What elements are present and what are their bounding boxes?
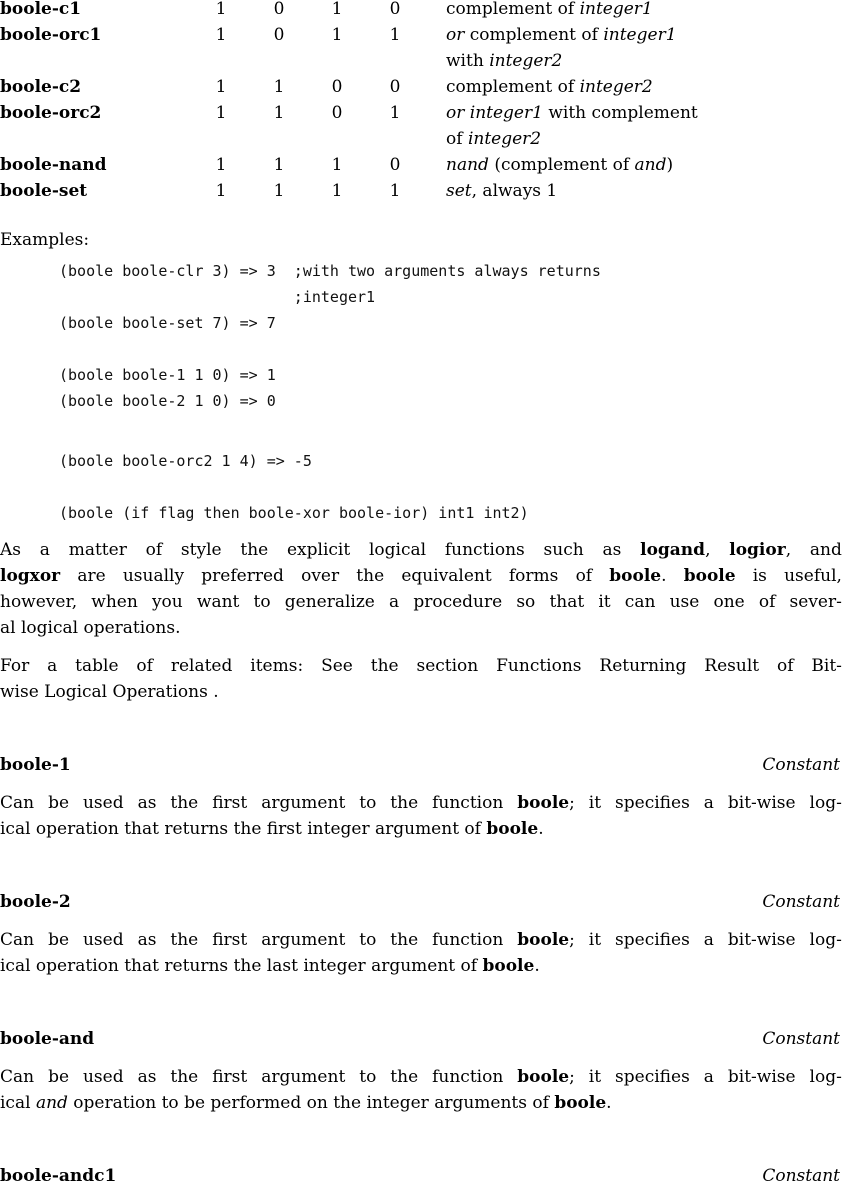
word: specifies <box>615 930 690 950</box>
table-row <box>0 0 842 22</box>
word: of <box>145 540 163 560</box>
code-line: (boole boole-clr 3) => 3 ;with two arguments always returns <box>59 262 601 280</box>
word: as <box>137 1067 157 1087</box>
text-run: , always 1 <box>471 181 558 201</box>
text-run: , <box>785 540 792 560</box>
word <box>729 537 791 563</box>
word: See <box>321 656 353 676</box>
constant-description <box>0 927 842 979</box>
word: is <box>752 566 767 586</box>
bit-value: 1 <box>215 181 227 201</box>
table-row <box>0 74 842 100</box>
entry-kind-label: Constant <box>762 892 840 912</box>
entry-kind-label: Constant <box>762 755 840 775</box>
word: want <box>196 592 240 612</box>
text-run: , <box>705 540 711 560</box>
bit-value: 0 <box>389 0 401 19</box>
word: a <box>39 540 50 560</box>
bold-text: boole <box>554 1093 607 1113</box>
constant-entry-header <box>0 1163 842 1189</box>
bit-value: 1 <box>215 155 227 175</box>
word: and <box>809 540 842 560</box>
bit-value: 1 <box>389 103 401 123</box>
word: Bit- <box>811 656 842 676</box>
word: however, <box>0 592 78 612</box>
examples-label: Examples: <box>0 230 90 250</box>
italic-text: integer2 <box>579 77 653 97</box>
word: the <box>170 793 199 813</box>
italic-text: integer2 <box>489 51 563 71</box>
entry-kind-label: Constant <box>762 1029 840 1049</box>
word: equivalent <box>401 566 492 586</box>
text-run: ; <box>569 793 575 813</box>
word: explicit <box>287 540 351 560</box>
word: are <box>77 566 106 586</box>
word: used <box>82 930 124 950</box>
word: the <box>370 656 399 676</box>
word: specifies <box>615 1067 690 1087</box>
text-run: of <box>446 129 468 149</box>
word: first <box>212 793 248 813</box>
word: as <box>137 930 157 950</box>
bit-value: 1 <box>331 0 343 19</box>
word: be <box>48 930 70 950</box>
bold-text: logior <box>729 540 786 560</box>
operation-name: boole-orc2 <box>0 103 102 123</box>
italic-text: nand <box>446 155 489 175</box>
word: the <box>390 930 419 950</box>
text-run: . <box>606 1093 612 1113</box>
word: preferred <box>201 566 284 586</box>
word: matter <box>68 540 127 560</box>
word: log- <box>809 793 842 813</box>
text-run: complement of <box>446 0 580 19</box>
code-line: (boole (if flag then boole-xor boole-ior) int1 int2) <box>59 504 529 522</box>
related-items-paragraph <box>0 653 842 705</box>
word: such <box>543 540 584 560</box>
word <box>517 790 575 816</box>
text-run: ; <box>569 1067 575 1087</box>
bit-value: 1 <box>215 103 227 123</box>
word <box>640 537 710 563</box>
word: used <box>82 793 124 813</box>
bit-value: 0 <box>331 77 343 97</box>
word: Returning <box>599 656 687 676</box>
operation-description <box>446 178 557 204</box>
word: Can <box>0 1067 35 1087</box>
word: that <box>549 592 585 612</box>
italic-text: and <box>634 155 667 175</box>
constant-description <box>0 790 842 842</box>
constant-entry-header <box>0 752 842 778</box>
text-run: with complement <box>542 103 698 123</box>
table-row <box>0 152 842 178</box>
italic-text: integer1 <box>579 0 653 19</box>
word <box>609 563 666 589</box>
text-run: complement of <box>464 25 604 45</box>
word: Result <box>704 656 760 676</box>
word: over <box>301 566 340 586</box>
word: log- <box>809 930 842 950</box>
word: you <box>151 592 183 612</box>
italic-text: integer2 <box>467 129 542 149</box>
word: the <box>240 540 269 560</box>
text-run: ical <box>0 1093 36 1113</box>
word: used <box>82 1067 124 1087</box>
word: as <box>602 540 622 560</box>
bit-value: 1 <box>273 155 285 175</box>
table-row-continuation <box>0 48 842 74</box>
bold-text: boole <box>486 819 539 839</box>
code-line: (boole boole-2 1 0) => 0 <box>59 392 276 410</box>
bold-text: boole <box>609 566 662 586</box>
word: the <box>170 1067 199 1087</box>
word: specifies <box>615 793 690 813</box>
word: be <box>48 1067 70 1087</box>
bit-value: 0 <box>389 77 401 97</box>
italic-text: integer1 <box>603 25 677 45</box>
code-line: (boole boole-set 7) => 7 <box>59 314 276 332</box>
text-run: ical operation that returns the first integer argument of <box>0 819 487 839</box>
style-paragraph <box>0 537 842 641</box>
text-run: complement of <box>446 77 580 97</box>
text-run: ) <box>666 155 674 175</box>
text-run: . <box>661 566 667 586</box>
bit-value: 0 <box>389 155 401 175</box>
word: style <box>180 540 222 560</box>
bold-text: logxor <box>0 566 61 586</box>
text-run: . <box>538 819 544 839</box>
word: to <box>359 930 377 950</box>
word: procedure <box>413 592 503 612</box>
word: argument <box>261 930 346 950</box>
word: to <box>253 592 271 612</box>
bold-text: boole <box>517 930 570 950</box>
bit-value: 1 <box>273 77 285 97</box>
table-row <box>0 178 842 204</box>
word: Can <box>0 793 35 813</box>
text-run: operation to be performed on the integer arguments of <box>67 1093 555 1113</box>
table-row <box>0 100 842 126</box>
entry-kind-label: Constant <box>762 1166 840 1186</box>
word: bit-wise <box>727 930 796 950</box>
word: function <box>432 793 504 813</box>
word: related <box>170 656 233 676</box>
word: argument <box>261 793 346 813</box>
text-run: (complement of <box>488 155 635 175</box>
word: it <box>588 793 602 813</box>
operation-name: boole-set <box>0 181 88 201</box>
operation-name: boole-nand <box>0 155 107 175</box>
text-run: with <box>446 51 490 71</box>
operation-name: boole-c2 <box>0 77 82 97</box>
bit-value: 1 <box>273 103 285 123</box>
word: the <box>356 566 385 586</box>
word: bit-wise <box>727 793 796 813</box>
word: it <box>588 930 602 950</box>
word: table <box>75 656 119 676</box>
operation-description <box>446 100 698 126</box>
word: use <box>669 592 700 612</box>
bit-value: 1 <box>389 181 401 201</box>
code-line: ;integer1 <box>59 288 376 306</box>
word: section <box>416 656 479 676</box>
word: so <box>516 592 536 612</box>
bold-text: logand <box>640 540 706 560</box>
operation-description <box>446 22 677 48</box>
text-run: . <box>534 956 540 976</box>
word: For <box>0 656 30 676</box>
word: the <box>170 930 199 950</box>
operation-description-continued <box>446 126 541 152</box>
operation-name: boole-c1 <box>0 0 82 19</box>
bold-text: boole <box>517 1067 570 1087</box>
word: items: <box>250 656 304 676</box>
word: be <box>48 793 70 813</box>
paragraph-line <box>0 537 842 563</box>
word: Functions <box>496 656 582 676</box>
bold-text: boole <box>482 956 535 976</box>
italic-text: or integer1 <box>446 103 543 123</box>
word: the <box>390 793 419 813</box>
word: functions <box>444 540 525 560</box>
word: bit-wise <box>727 1067 796 1087</box>
bit-value: 0 <box>331 103 343 123</box>
constant-name: boole-andc1 <box>0 1166 117 1186</box>
constant-name: boole-1 <box>0 755 71 775</box>
paragraph-line <box>0 927 842 953</box>
bit-value: 0 <box>273 25 285 45</box>
word: argument <box>261 1067 346 1087</box>
word: the <box>390 1067 419 1087</box>
constant-name: boole-2 <box>0 892 71 912</box>
table-row-continuation <box>0 126 842 152</box>
constant-name: boole-and <box>0 1029 95 1049</box>
bit-value: 1 <box>215 0 227 19</box>
word: usually <box>122 566 185 586</box>
operation-description-continued <box>446 48 562 74</box>
word: function <box>432 930 504 950</box>
text-run: ical operation that returns the last integer argument of <box>0 956 483 976</box>
word: of <box>758 592 776 612</box>
constant-entry-header <box>0 889 842 915</box>
word: to <box>359 1067 377 1087</box>
word: to <box>359 793 377 813</box>
bit-value: 1 <box>331 25 343 45</box>
word: of <box>136 656 153 676</box>
paragraph-line <box>0 1090 842 1116</box>
bit-value: 1 <box>215 77 227 97</box>
word: a <box>389 592 400 612</box>
word: log- <box>809 1067 842 1087</box>
bold-text: boole <box>683 566 736 586</box>
operation-description <box>446 74 653 100</box>
word: a <box>703 793 714 813</box>
paragraph-line <box>0 790 842 816</box>
word: Can <box>0 930 35 950</box>
text-run: ; <box>569 930 575 950</box>
bit-value: 1 <box>389 25 401 45</box>
bit-value: 0 <box>273 0 285 19</box>
bit-value: 1 <box>331 155 343 175</box>
word: it <box>598 592 611 612</box>
paragraph-line <box>0 953 842 979</box>
word <box>517 1064 575 1090</box>
word: As <box>0 540 22 560</box>
operation-description <box>446 0 653 22</box>
paragraph-line <box>0 1064 842 1090</box>
paragraph-line <box>0 563 842 589</box>
word <box>517 927 575 953</box>
italic-text: and <box>35 1093 68 1113</box>
word: first <box>212 930 248 950</box>
constant-entry-header <box>0 1026 842 1052</box>
code-line: (boole boole-1 1 0) => 1 <box>59 366 276 384</box>
paragraph-line: al logical operations. <box>0 618 181 638</box>
word: a <box>703 930 714 950</box>
word: of <box>776 656 794 676</box>
word: first <box>212 1067 248 1087</box>
word: a <box>703 1067 714 1087</box>
bold-text: boole <box>517 793 570 813</box>
bit-value: 1 <box>331 181 343 201</box>
word: logical <box>368 540 427 560</box>
bit-value: 1 <box>215 25 227 45</box>
word: generalize <box>284 592 375 612</box>
word: as <box>137 793 157 813</box>
word: one <box>713 592 745 612</box>
operation-name: boole-orc1 <box>0 25 102 45</box>
code-line: (boole boole-orc2 1 4) => -5 <box>59 452 312 470</box>
paragraph-line: wise Logical Operations . <box>0 682 219 702</box>
word: of <box>575 566 593 586</box>
word: function <box>432 1067 504 1087</box>
operation-description <box>446 152 673 178</box>
paragraph-line <box>0 653 842 679</box>
bit-value: 1 <box>273 181 285 201</box>
word: can <box>624 592 656 612</box>
paragraph-line <box>0 589 842 615</box>
italic-text: set <box>446 181 472 201</box>
word: when <box>91 592 138 612</box>
word: forms <box>508 566 559 586</box>
word: a <box>47 656 58 676</box>
italic-text: or <box>446 25 465 45</box>
table-row <box>0 22 842 48</box>
word: useful, <box>784 566 842 586</box>
word: it <box>588 1067 602 1087</box>
paragraph-line <box>0 816 842 842</box>
word: sever- <box>789 592 842 612</box>
constant-description <box>0 1064 842 1116</box>
